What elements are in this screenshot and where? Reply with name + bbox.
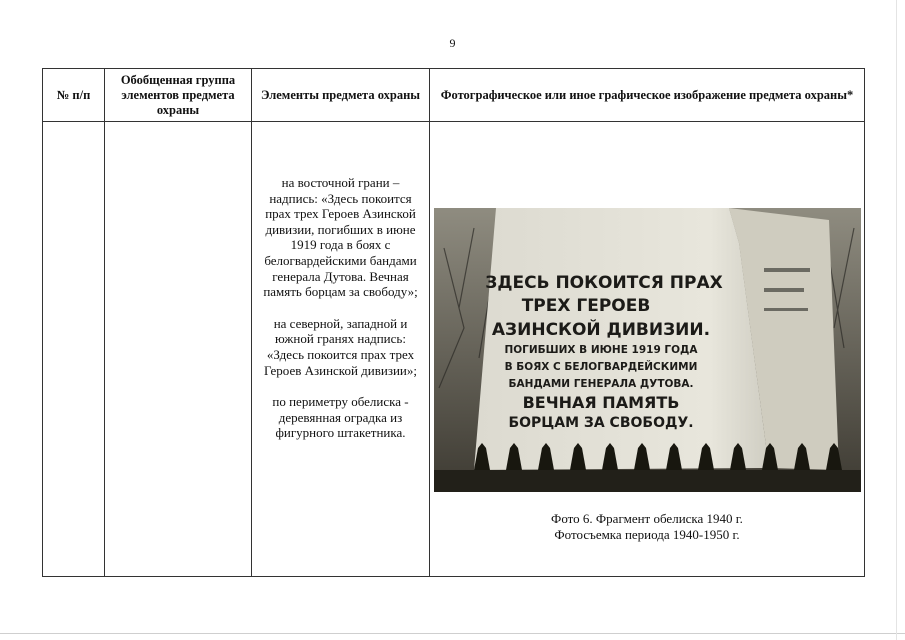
inscription-line-8: БОРЦАМ ЗА СВОБОДУ. xyxy=(508,415,694,431)
protection-table xyxy=(42,68,865,577)
header-group: Обобщенная группа элементов предмета охраны xyxy=(105,69,252,122)
header-elements: Элементы предмета охраны xyxy=(252,69,430,122)
cell-photo xyxy=(430,122,865,577)
element-other-inscriptions: на северной, западной и южной гранях надпись: «Здесь покоится прах трех Героев Азинской дивизии»; xyxy=(263,315,417,378)
page-number: 9 xyxy=(449,36,456,50)
inscription-line-6: БАНДАМИ ГЕНЕРАЛА ДУТОВА. xyxy=(508,378,694,390)
element-fence: по периметру обелиска - деревянная оградка из фигурного штакетника. xyxy=(272,394,409,441)
inscription-line-3: АЗИНСКОЙ ДИВИЗИИ. xyxy=(491,320,711,340)
cell-number xyxy=(43,122,105,577)
element-east-inscription: на восточной грани – надпись: «Здесь покоится прах трех Героев Азинской дивизии, погибших в июне 1919 года в боях с белогвардейскими бандами генерала Дутова. Вечная память борцам за свободу»; xyxy=(263,175,418,300)
scan-bottom-edge xyxy=(0,633,905,634)
inscription-line-4: ПОГИБШИХ В ИЮНЕ 1919 ГОДА xyxy=(504,344,698,356)
caption-line-1: Фото 6. Фрагмент обелиска 1940 г. xyxy=(551,511,743,526)
inscription-line-1: ЗДЕСЬ ПОКОИТСЯ ПРАХ xyxy=(485,273,723,293)
cell-group xyxy=(105,122,252,577)
obelisk-photo xyxy=(434,208,861,492)
inscription-line-5: В БОЯХ С БЕЛОГВАРДЕЙСКИМИ xyxy=(504,361,698,373)
header-photo: Фотографическое или иное графическое изображение предмета охраны* xyxy=(430,69,865,122)
scan-right-edge xyxy=(896,0,897,640)
obelisk-photo-image xyxy=(434,208,861,492)
cell-elements xyxy=(252,122,430,577)
photo-caption xyxy=(430,511,864,543)
inscription-line-2: ТРЕХ ГЕРОЕВ xyxy=(521,296,651,316)
table-header-row xyxy=(43,69,865,122)
header-number: № п/п xyxy=(43,69,105,122)
inscription-line-7: ВЕЧНАЯ ПАМЯТЬ xyxy=(522,393,680,412)
caption-line-2: Фотосъемка периода 1940-1950 г. xyxy=(554,527,740,542)
table-row xyxy=(43,122,865,577)
